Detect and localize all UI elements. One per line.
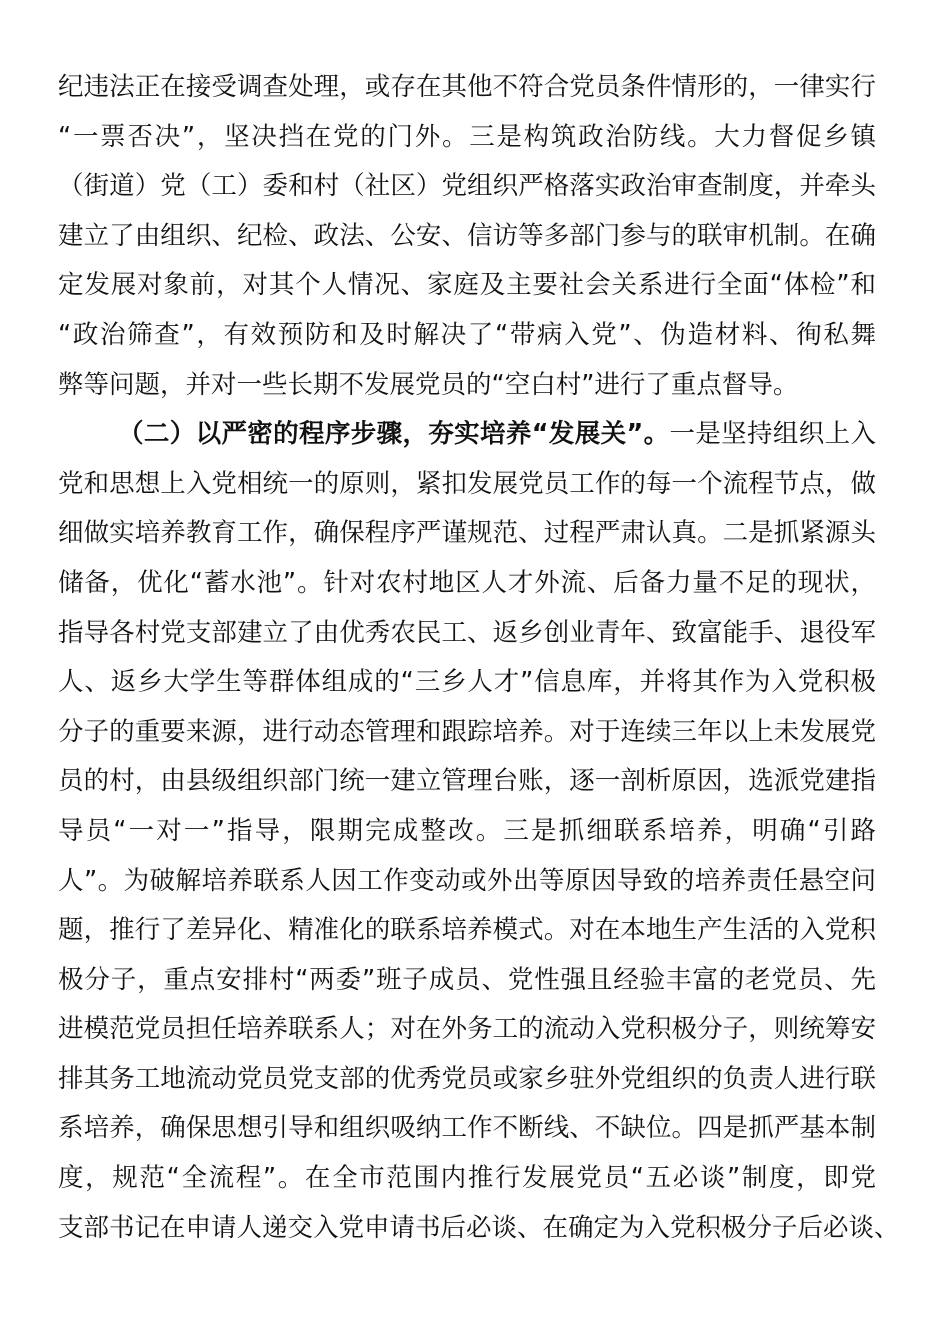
text-line: 支部书记在申请人递交入党申请书后必谈、在确定为入党积极分子后必谈、 — [58, 1212, 900, 1243]
text-line: 人”。为破解培养联系人因工作变动或外出等原因导致的培养责任悬空问 — [58, 865, 876, 896]
text-line: 储备，优化“蓄水池”。针对农村地区人才外流、后备力量不足的现状， — [58, 567, 876, 598]
text-line: 党和思想上入党相统一的原则，紧扣发展党员工作的每一个流程节点，做 — [58, 468, 876, 499]
text-line: 细做实培养教育工作，确保程序严谨规范、过程严肃认真。二是抓紧源头 — [58, 518, 876, 549]
text-line: 系培养，确保思想引导和组织吸纳工作不断线、不缺位。四是抓严基本制 — [58, 1113, 876, 1144]
section-first-line — [118, 410, 876, 460]
text-line: 员的村，由县级组织部门统一建立管理台账，逐一剖析原因，选派党建指 — [58, 766, 876, 797]
text-line: 极分子，重点安排村“两委”班子成员、党性强且经验丰富的老党员、先 — [58, 964, 876, 995]
text-line: 度，规范“全流程”。在全市范围内推行发展党员“五必谈”制度，即党 — [58, 1163, 876, 1194]
text-line: “政治筛查”，有效预防和及时解决了“带病入党”、伪造材料、徇私舞 — [58, 319, 876, 350]
text-line: “一票否决”，坚决挡在党的门外。三是构筑政治防线。大力督促乡镇 — [58, 121, 876, 152]
text-line: （街道）党（工）委和村（社区）党组织严格落实政治审查制度，并牵头 — [58, 171, 876, 202]
text-line: 进模范党员担任培养联系人；对在外务工的流动入党积极分子，则统筹安 — [58, 1014, 876, 1045]
document-body — [0, 63, 950, 1253]
text-line: 排其务工地流动党员党支部的优秀党员或家乡驻外党组织的负责人进行联 — [58, 1063, 876, 1094]
text-line: 人、返乡大学生等群体组成的“三乡人才”信息库，并将其作为入党积极 — [58, 667, 876, 698]
text-line: 纪违法正在接受调查处理，或存在其他不符合党员条件情形的，一律实行 — [58, 72, 876, 102]
text-line: 指导各村党支部建立了由优秀农民工、返乡创业青年、致富能手、退役军 — [58, 617, 876, 648]
section-heading: （二）以严密的程序步骤，夯实培养“发展关”。 — [118, 419, 670, 450]
section-first-line-text: 一是坚持组织上入 — [669, 419, 876, 450]
text-line: 建立了由组织、纪检、政法、公安、信访等多部门参与的联审机制。在确 — [58, 220, 876, 251]
text-line: 导员“一对一”指导，限期完成整改。三是抓细联系培养，明确“引路 — [58, 815, 876, 846]
text-line: 弊等问题，并对一些长期不发展党员的“空白村”进行了重点督导。 — [58, 369, 799, 400]
text-line: 题，推行了差异化、精准化的联系培养模式。对在本地生产生活的入党积 — [58, 915, 876, 946]
text-line: 分子的重要来源，进行动态管理和跟踪培养。对于连续三年以上未发展党 — [58, 716, 876, 747]
text-line: 定发展对象前，对其个人情况、家庭及主要社会关系进行全面“体检”和 — [58, 270, 876, 301]
